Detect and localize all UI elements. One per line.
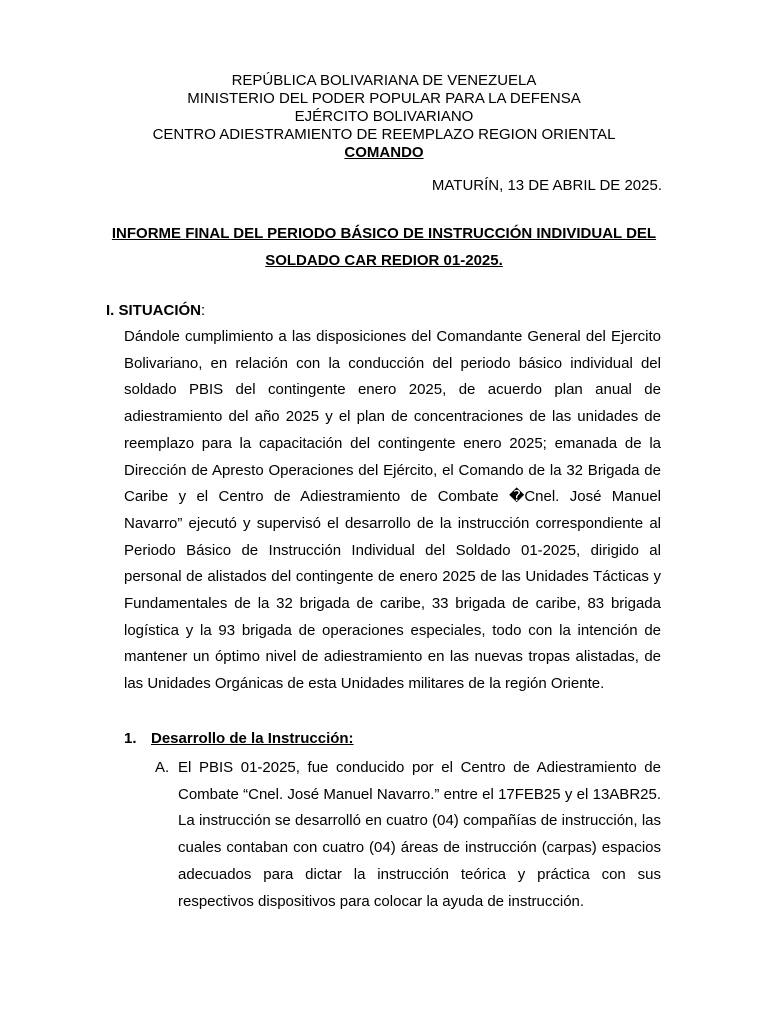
report-title-line-2: SOLDADO CAR REDIOR 01-2025. [265,252,503,269]
section-heading-label: I. SITUACIÓN [106,302,202,319]
numbered-item-1 [124,730,354,748]
document-header [0,72,768,162]
section-heading-situation [106,302,205,320]
header-center: CENTRO ADIESTRAMIENTO DE REEMPLAZO REGION ORIENTAL [152,126,616,143]
report-title-line-1: INFORME FINAL DEL PERIODO BÁSICO DE INSTRUCCIÓN INDIVIDUAL DEL [111,225,657,242]
report-title [100,220,668,274]
document-date: MATURÍN, 13 DE ABRIL DE 2025. [431,177,662,194]
sub-item-letter: A. [155,759,170,776]
header-army: EJÉRCITO BOLIVARIANO [294,108,474,125]
sub-item-paragraph: El PBIS 01-2025, fue conducido por el Centro de Adiestramiento de Combate “Cnel. José Manuel Navarro.” entre el 17FEB25 y el 13ABR25. La instrucción se desarrolló en cuatro (04) compañías de instrucción, las cuales contaban con cuatro (04) áreas de instrucción (carpas) espacios adecuados para dictar la instrucción teórica y práctica con sus respectivos dispositivos para colocar la ayuda de instrucción. [178,759,661,910]
header-ministry: MINISTERIO DEL PODER POPULAR PARA LA DEFENSA [187,90,581,107]
situation-paragraph: Dándole cumplimiento a las disposiciones del Comandante General del Ejercito Bolivariano, en relación con la conducción del periodo básico individual del soldado PBIS del contingente enero 2025, de acuerdo plan anual de adiestramiento del año 2025 y el plan de concentraciones de las unidades de reemplazo para la capacitación del contingente enero 2025; emanada de la Dirección de Apresto Operaciones del Ejército, el Comando de la 32 Brigada de Caribe y el Centro de Adiestramiento de Combate �Cnel. José Manuel Navarro” ejecutó y supervisó el desarrollo de la instrucción correspondiente al Periodo Básico de Instrucción Individual del Soldado 01-2025, dirigido al personal de alistados del contingente de enero 2025 de las Unidades Tácticas y Fundamentales de la 32 brigada de caribe, 33 brigada de caribe, 83 brigada logística y la 93 brigada de operaciones especiales, todo con la intención de mantener un óptimo nivel de adiestramiento en las nuevas tropas alistadas, de las Unidades Orgánicas de esta Unidades militares de la región Oriente. [124,328,661,693]
item-number: 1. [124,730,137,747]
header-command: COMANDO [344,144,424,161]
item-heading: Desarrollo de la Instrucción: [151,730,354,747]
section-heading-colon: : [201,302,206,319]
header-republic: REPÚBLICA BOLIVARIANA DE VENEZUELA [231,72,537,89]
